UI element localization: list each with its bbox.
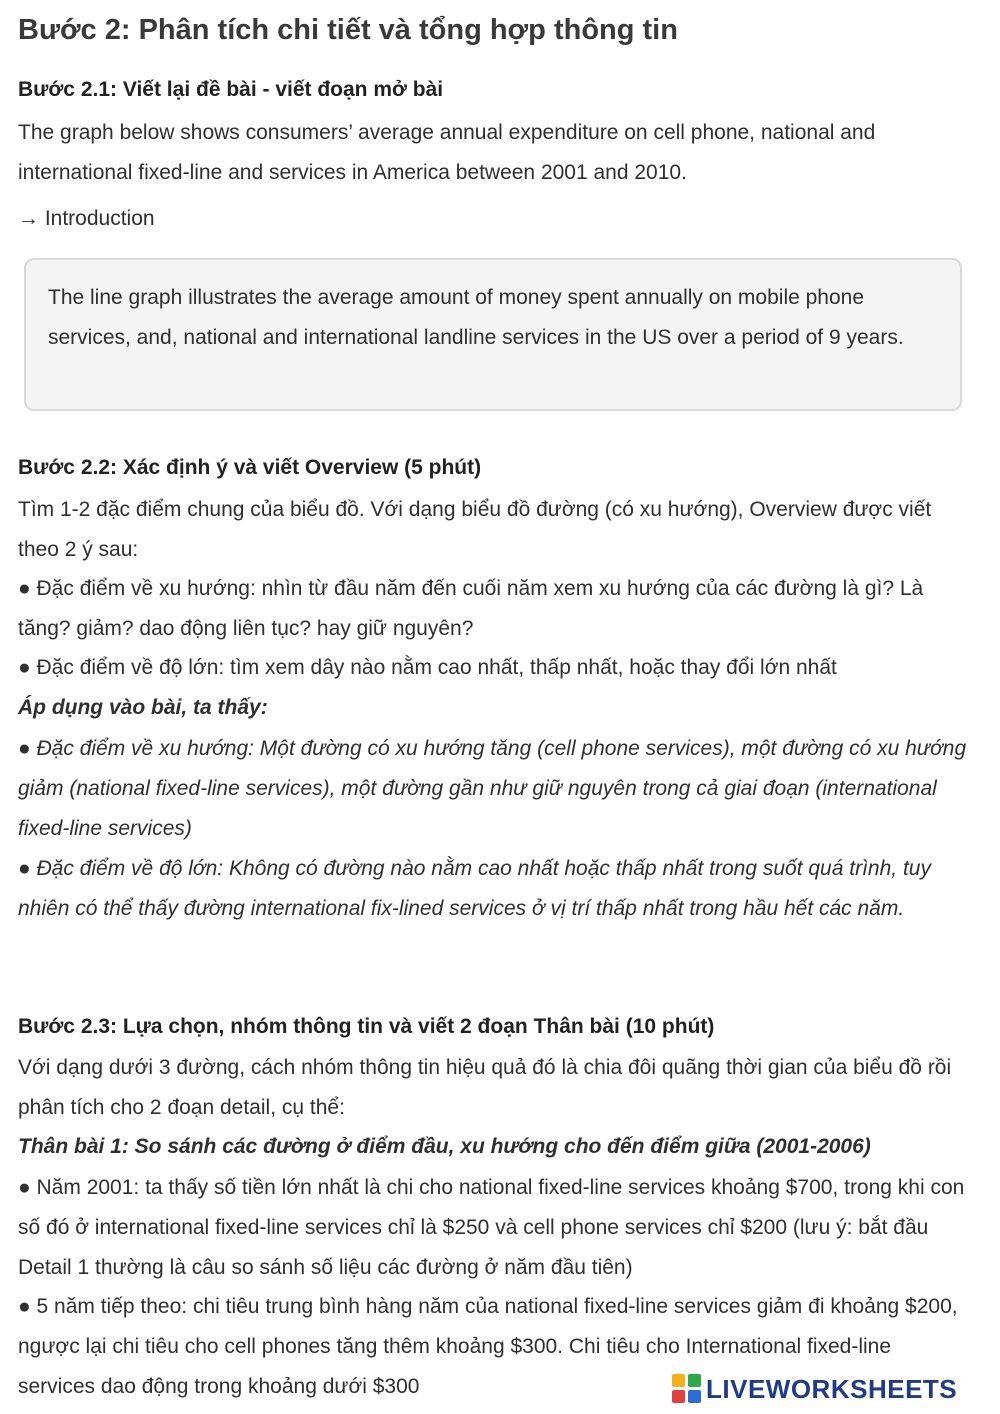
body-1-bullet-next-5-years: ● 5 năm tiếp theo: chi tiêu trung bình hàng năm của national fixed-line services giảm đi khoảng $200, ngược lại chi tiêu cho cell phones tăng thêm khoảng $300. Chi tiêu cho International fixed-line services dao động trong khoảng dưới $300 — [18, 1295, 958, 1398]
apply-bullet-magnitude: ● Đặc điểm về độ lớn: Không có đường nào nằm cao nhất hoặc thấp nhất trong suốt quá trình, tuy nhiên có thể thấy đường international fix-lined services ở vị trí thấp nhất trong hầu hết các năm. — [18, 857, 931, 920]
body-1-bullet-2001: ● Năm 2001: ta thấy số tiền lớn nhất là chi cho national fixed-line services khoảng $700, trong khi con số đó ở international fixed-line services chỉ là $250 và cell phone services chỉ $200 (lưu ý: bắt đầu Detail 1 thường là câu so sánh số liệu các đường ở năm đầu tiên) — [18, 1176, 965, 1279]
step-2-3-heading: Bước 2.3: Lựa chọn, nhóm thông tin và viết 2 đoạn Thân bài (10 phút) — [18, 1015, 715, 1038]
introduction-text: The line graph illustrates the average amount of money spent annually on mobile phone services, and, national and international landline services in the US over a period of 9 years. — [48, 286, 904, 349]
apply-heading: Áp dụng vào bài, ta thấy: — [18, 696, 268, 719]
task-prompt: The graph below shows consumers’ average annual expenditure on cell phone, national and international fixed-line and services in America between 2001 and 2010. — [18, 121, 876, 184]
liveworksheets-logo-icon — [672, 1374, 702, 1404]
overview-bullet-trend: ● Đặc điểm về xu hướng: nhìn từ đầu năm đến cuối năm xem xu hướng của các đường là gì? Là tăng? giảm? dao động liên tục? hay giữ nguyên? — [18, 577, 924, 640]
introduction-label: → Introduction — [18, 207, 155, 230]
introduction-box — [24, 258, 962, 411]
body-1-heading: Thân bài 1: So sánh các đường ở điểm đầu, xu hướng cho đến điểm giữa (2001-2006) — [18, 1135, 871, 1158]
step-2-2-heading: Bước 2.2: Xác định ý và viết Overview (5 phút) — [18, 456, 482, 479]
liveworksheets-watermark — [668, 1372, 963, 1406]
overview-description: Tìm 1-2 đặc điểm chung của biểu đồ. Với dạng biểu đồ đường (có xu hướng), Overview được viết theo 2 ý sau: — [18, 498, 932, 561]
step-2-1-heading: Bước 2.1: Viết lại đề bài - viết đoạn mở bài — [18, 78, 444, 101]
body-description: Với dạng dưới 3 đường, cách nhóm thông tin hiệu quả đó là chia đôi quãng thời gian của biểu đồ rồi phân tích cho 2 đoạn detail, cụ thể: — [18, 1056, 952, 1119]
page-title: Bước 2: Phân tích chi tiết và tổng hợp thông tin — [18, 14, 678, 46]
watermark-text: LIVEWORKSHEETS — [706, 1373, 958, 1404]
apply-bullet-trend: ● Đặc điểm về xu hướng: Một đường có xu hướng tăng (cell phone services), một đường có xu hướng giảm (national fixed-line services), một đường gần như giữ nguyên trong cả giai đoạn (international fixed-line services) — [18, 737, 967, 840]
overview-bullet-magnitude: ● Đặc điểm về độ lớn: tìm xem dây nào nằm cao nhất, thấp nhất, hoặc thay đổi lớn nhất — [18, 656, 837, 679]
